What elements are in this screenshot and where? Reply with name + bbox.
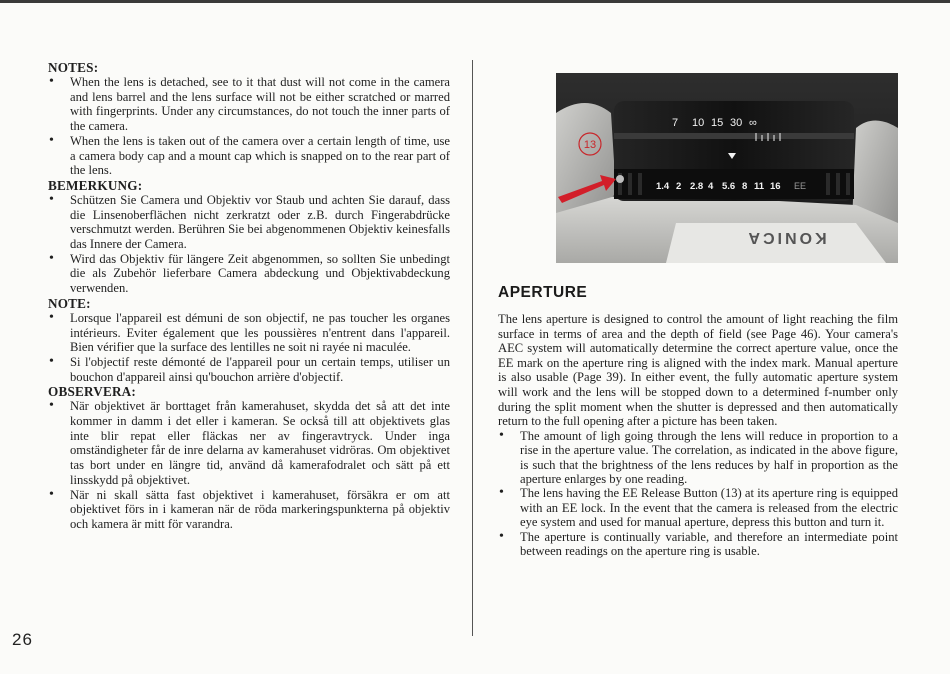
lens-photo (556, 73, 898, 263)
list-item: • The lens having the EE Release Button (13) at its aperture ring is equipped with an EE lock. In the event that the camera is released from the electric eye system and used for manual aperture, depress this button and turn it. (498, 486, 898, 529)
notes-list-en (48, 75, 450, 178)
list-item: • The aperture is continually variable, and therefore an intermediate point between readings on the aperture ring is usable. (498, 530, 898, 559)
right-column (498, 284, 898, 558)
list-item: • When the lens is taken out of the camera over a certain length of time, use a camera body cap and a mount cap which is snapped on to the rear part of the lens. (48, 134, 450, 178)
section-heading-note-fr: NOTE: (48, 295, 91, 311)
top-rule (0, 0, 950, 3)
ee-mark: EE (794, 181, 807, 191)
aperture-list (498, 429, 898, 559)
left-column (48, 60, 450, 532)
callout-number: 13 (583, 139, 597, 151)
list-item: • Si l'objectif reste démonté de l'appareil pour un certain temps, utiliser un bouchon d'appareil ainsi qu'bouchon arrière d'objectif. (48, 355, 450, 384)
aperture-label: 1.4 (656, 181, 670, 192)
list-item: • Schützen Sie Camera und Objektiv vor Staub und achten Sie darauf, dass die Linsenoberflächen nicht zerkratzt oder z.B. durch Fingerabdrücke verschmutzt werden. Berühren Sie bei abgenommenen Objektiv keinesfalls das Innere der Camera. (48, 193, 450, 252)
notes-list-fr (48, 311, 450, 385)
list-item: • When the lens is detached, see to it that dust will not come in the camera and lens barrel and the lens surface will not be either scratched or marred with fingerprints. Under any circumstances, do not touch the inner parts of the camera. (48, 75, 450, 134)
lens-photo-illustration (556, 73, 898, 263)
list-item: • När objektivet är borttaget från kamerahuset, skydda det så att det inte kommer in damm i det eller i kameran. Se också till att objektivets glas inte blir repat eller fläckas ner av fingeravtryck. Under inga omständigheter får de inre delarna av kamerahuset vidröras. Om objektivet tas bort under en längre tid, använd då kamerafodralet och sätt på ett linsskydd på objektivet. (48, 399, 450, 487)
notes-list-sv (48, 399, 450, 531)
list-item: • Wird das Objektiv für längere Zeit abgenommen, so sollten Sie unbedingt die als Zubehör lieferbare Camera abdeckung und Objektivabdeckung verwenden. (48, 252, 450, 296)
aperture-label: 8 (742, 181, 748, 192)
column-divider (472, 60, 473, 636)
notes-list-de (48, 193, 450, 296)
list-item: • Lorsque l'appareil est démuni de son objectif, ne pas toucher les organes intérieurs. Eviter également que les poussières n'entrent dans l'appareil. Bien vérifier que la surface des lentilles ne soit ni rayée ni maculée. (48, 311, 450, 355)
aperture-paragraph: The lens aperture is designed to control the amount of light reaching the film surface in terms of area and the depth of field (see Page 46). Your camera's AEC system will automatically determine the correct aperture value, once the EE mark on the aperture ring is aligned with the index mark. Manual aperture is also usable (Page 39). In either event, the fully automatic aperture system will work and the lens will be stopped down to a determined f-number only during the split moment when the shutter is depressed and then automatically return to the full opening after a picture has been taken. (498, 312, 898, 429)
aperture-label: 2.8 (690, 181, 704, 192)
brand-logo: KONICA (745, 229, 827, 246)
distance-label: 7 (672, 117, 679, 129)
section-heading-notes-en: NOTES: (48, 60, 99, 75)
section-heading-observera: OBSERVERA: (48, 384, 137, 400)
ee-release-button (616, 175, 624, 183)
distance-label: 30 (730, 117, 743, 129)
section-heading-bemerkung: BEMERKUNG: (48, 177, 143, 193)
aperture-label: 4 (708, 181, 714, 192)
distance-label: 15 (711, 117, 724, 129)
distance-label: ∞ (749, 117, 757, 129)
distance-label: 10 (692, 117, 705, 129)
page-number: 26 (12, 630, 33, 649)
list-item: • The amount of ligh going through the lens will reduce in proportion to a rise in the aperture value. The correlation, as indicated in the above figure, is such that the brightness of the lens reduces by half in proportion as the aperture enlarges by one reading. (498, 429, 898, 487)
aperture-label: 11 (754, 181, 765, 192)
page-title: APERTURE (498, 284, 588, 301)
barrel-ridge (614, 133, 854, 139)
aperture-label: 5.6 (722, 181, 736, 192)
list-item: • När ni skall sätta fast objektivet i kamerahuset, försäkra er om att objektivet förs in i kameran när de röda markeringspunkterna på objektiv och kamera är mitt för varandra. (48, 488, 450, 532)
aperture-label: 2 (676, 181, 682, 192)
aperture-label: 16 (770, 181, 781, 192)
